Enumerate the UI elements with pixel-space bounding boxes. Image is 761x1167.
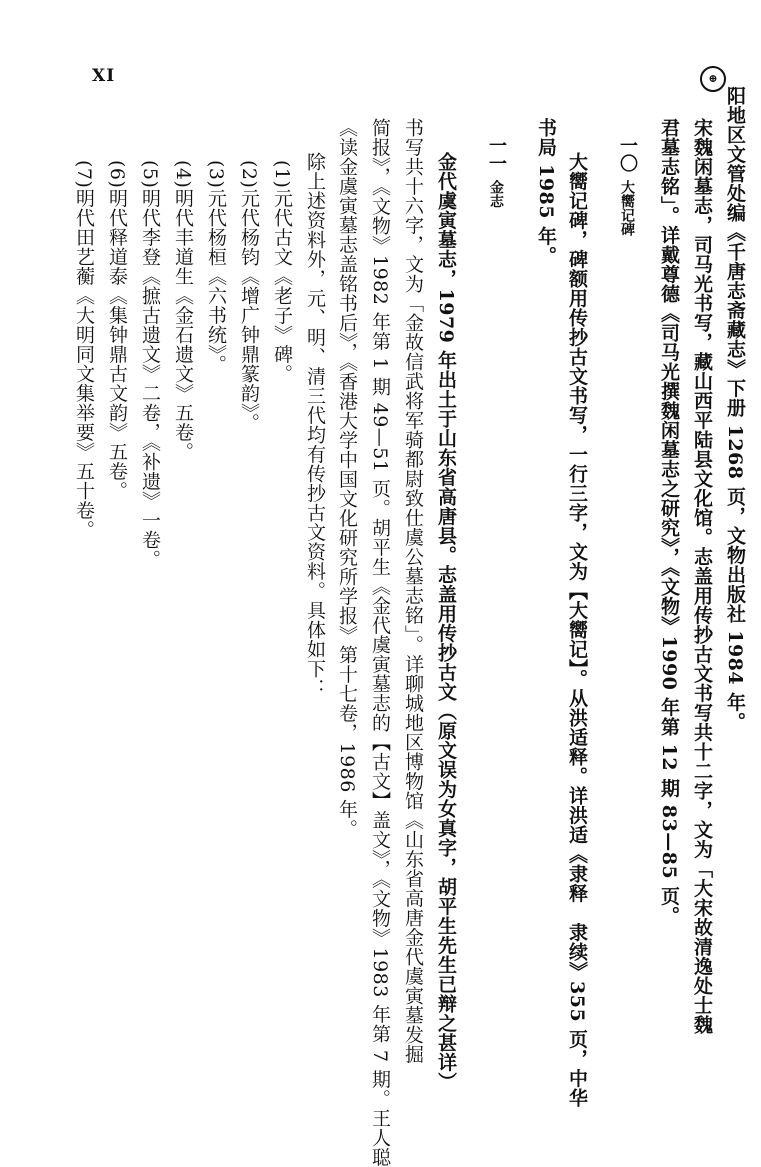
section-number: 一一 [486, 136, 507, 172]
section-heading-11 [486, 136, 506, 208]
text-column-8: 简报》，《文物》1982 年第 1 期 49—51 页。胡平生《金代虞寅墓志的【古文】盖文》，《文物》1983 年第 7 期。王人聪 [369, 118, 391, 1167]
text-column-6: 金代虞寅墓志，1979 年出土于山东省高唐县。志盖用传抄古文（原文误为女真字，胡平生先生已辩之甚详） [435, 152, 457, 1092]
list-item-1: (1)元代古文《老子》碑。 [271, 160, 293, 384]
page-number: XI [92, 66, 116, 86]
text-column-1: 阳地区文管处编《千唐志斋藏志》下册 1268 页，文物出版社 1984 年。 [724, 86, 746, 732]
text-column-10: 除上述资料外，元、明、清三代均有传抄古文资料。具体如下： [304, 152, 326, 698]
list-item-2: (2)元代杨钧《增广钟鼎篆韵》。 [238, 160, 260, 433]
section-number: 一〇 [617, 136, 638, 172]
list-item-7: (7)明代田艺蘅《大明同文集举要》五十卷。 [73, 160, 95, 540]
text-column-9: 《读金虞寅墓志盖铭书后》，《香港大学中国文化研究所学报》第十七卷，1986 年。 [336, 118, 358, 839]
text-column-5: 书局 1985 年。 [535, 118, 557, 266]
text-column-3: 君墓志铭」。详戴尊德《司马光撰魏闲墓志之研究》，《文物》1990 年第 12 期 83—85 页。 [658, 118, 680, 926]
list-item-6: (6)明代释道泰《集钟鼎古文韵》五卷。 [106, 160, 128, 501]
circle-stamp-icon: ⊕ [700, 66, 726, 92]
list-item-5: (5)明代李登《摭古遗文》二卷，《补遗》一卷。 [139, 160, 161, 569]
section-title: 大嚮记碑 [619, 180, 635, 236]
text-column-4: 大嚮记碑，碑额用传抄古文书写，一行三字，文为【大嚮记】。从洪适释。详洪适《隶释 隶续》355 页，中华 [566, 152, 588, 1108]
section-title: 金志 [488, 180, 504, 208]
list-item-4: (4)明代丰道生《金石遗文》五卷。 [172, 160, 194, 462]
text-column-2: 宋魏闲墓志，司马光书写，藏山西平陆县文化馆。志盖用传抄古文书写共十二字，文为「大宋故清逸处士魏 [691, 118, 713, 1035]
text-column-7: 书写共十六字，文为「金故信武将军骑都尉致仕虞公墓志铭」。详聊城地区博物馆《山东省高唐金代虞寅墓发掘 [402, 118, 424, 1064]
section-heading-10 [617, 136, 637, 236]
list-item-3: (3)元代杨桓《六书统》。 [205, 160, 227, 374]
